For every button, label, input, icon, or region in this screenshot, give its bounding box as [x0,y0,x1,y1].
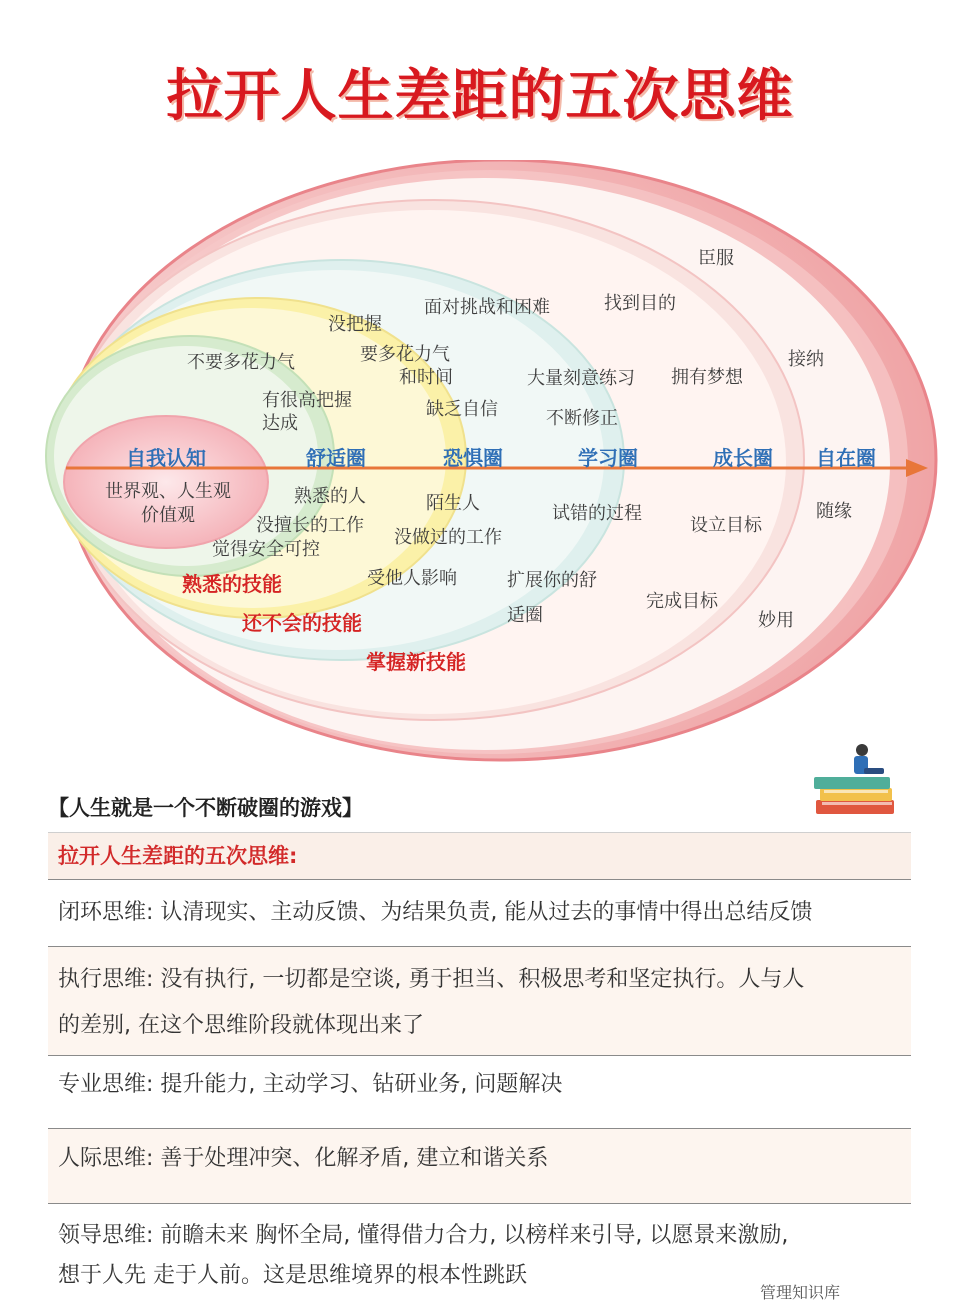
comfort-upper-1: 不要多花力气 [187,352,295,373]
zone-comfort: 舒适圈 [306,446,366,470]
learning-upper-2: 大量刻意练习 [527,368,635,389]
self-line-1: 世界观、人生观 [105,481,231,502]
growth-upper-2: 拥有梦想 [671,367,743,388]
fear-lower-1: 陌生人 [426,493,480,514]
fear-upper-1: 没把握 [328,314,382,335]
fear-upper-2: 要多花力气 [360,344,450,365]
learning-lower-3: 适圈 [507,605,543,626]
zone-freedom: 自在圈 [816,446,876,470]
books-illustration [806,742,904,820]
comfort-lower-1: 熟悉的人 [294,486,366,507]
freedom-lower-2: 妙用 [758,610,794,631]
growth-lower-2: 完成目标 [646,591,718,612]
growth-lower-1: 设立目标 [690,515,762,536]
table-row [48,946,911,1055]
growth-upper-1: 找到目的 [604,293,676,314]
section-title: 【人生就是一个不断破圈的游戏】 [48,796,363,820]
page-title: 拉开人生差距的五次思维 [166,64,794,129]
row-leadership-1: 领导思维: 前瞻未来 胸怀全局, 懂得借力合力, 以榜样来引导, 以愿景来激励, [58,1223,789,1248]
comfort-upper-2: 有很高把握 [262,390,352,411]
skill-mastered: 掌握新技能 [366,650,466,674]
comfort-lower-3: 觉得安全可控 [212,539,320,560]
zone-fear: 恐惧圈 [443,446,503,470]
learning-upper-1: 面对挑战和困难 [424,297,550,318]
row-leadership-2: 想于人先 走于人前。这是思维境界的根本性跳跃 [58,1263,527,1288]
row-professional: 专业思维: 提升能力, 主动学习、钻研业务, 问题解决 [58,1072,563,1097]
learning-upper-3: 不断修正 [546,408,618,429]
fear-upper-3: 和时间 [399,367,453,388]
freedom-upper-1: 臣服 [698,248,734,269]
row-execution-2: 的差别, 在这个思维阶段就体现出来了 [58,1013,424,1038]
zone-learning: 学习圈 [578,446,638,470]
row-closed-loop: 闭环思维: 认清现实、主动反馈、为结果负责, 能从过去的事情中得出总结反馈 [58,900,813,925]
fear-lower-3: 受他人影响 [367,568,457,589]
learning-lower-2: 扩展你的舒 [507,570,597,591]
skill-familiar: 熟悉的技能 [182,572,282,596]
fear-upper-4: 缺乏自信 [426,399,498,420]
fear-lower-2: 没做过的工作 [394,527,502,548]
table-row [48,1055,911,1128]
comfort-lower-2: 没擅长的工作 [256,515,364,536]
zone-self-awareness: 自我认知 [126,446,206,470]
table-row [48,879,911,946]
row-execution-1: 执行思维: 没有执行, 一切都是空谈, 勇于担当、积极思考和坚定执行。人与人 [58,967,805,992]
table-header: 拉开人生差距的五次思维: [58,844,298,868]
circle-diagram [0,160,960,780]
table-header-row [48,832,911,879]
freedom-upper-2: 接纳 [788,349,824,370]
thinking-table [48,832,911,1304]
learning-lower-1: 试错的过程 [552,503,642,524]
freedom-lower-1: 随缘 [816,501,852,522]
comfort-upper-3: 达成 [262,413,298,434]
table-row [48,1128,911,1203]
row-interpersonal: 人际思维: 善于处理冲突、化解矛盾, 建立和谐关系 [58,1146,549,1171]
corner-brand: 管理知识库 [760,1283,841,1302]
self-line-2: 价值观 [141,505,195,526]
skill-not-yet: 还不会的技能 [242,611,362,635]
zone-growth: 成长圈 [713,446,773,470]
